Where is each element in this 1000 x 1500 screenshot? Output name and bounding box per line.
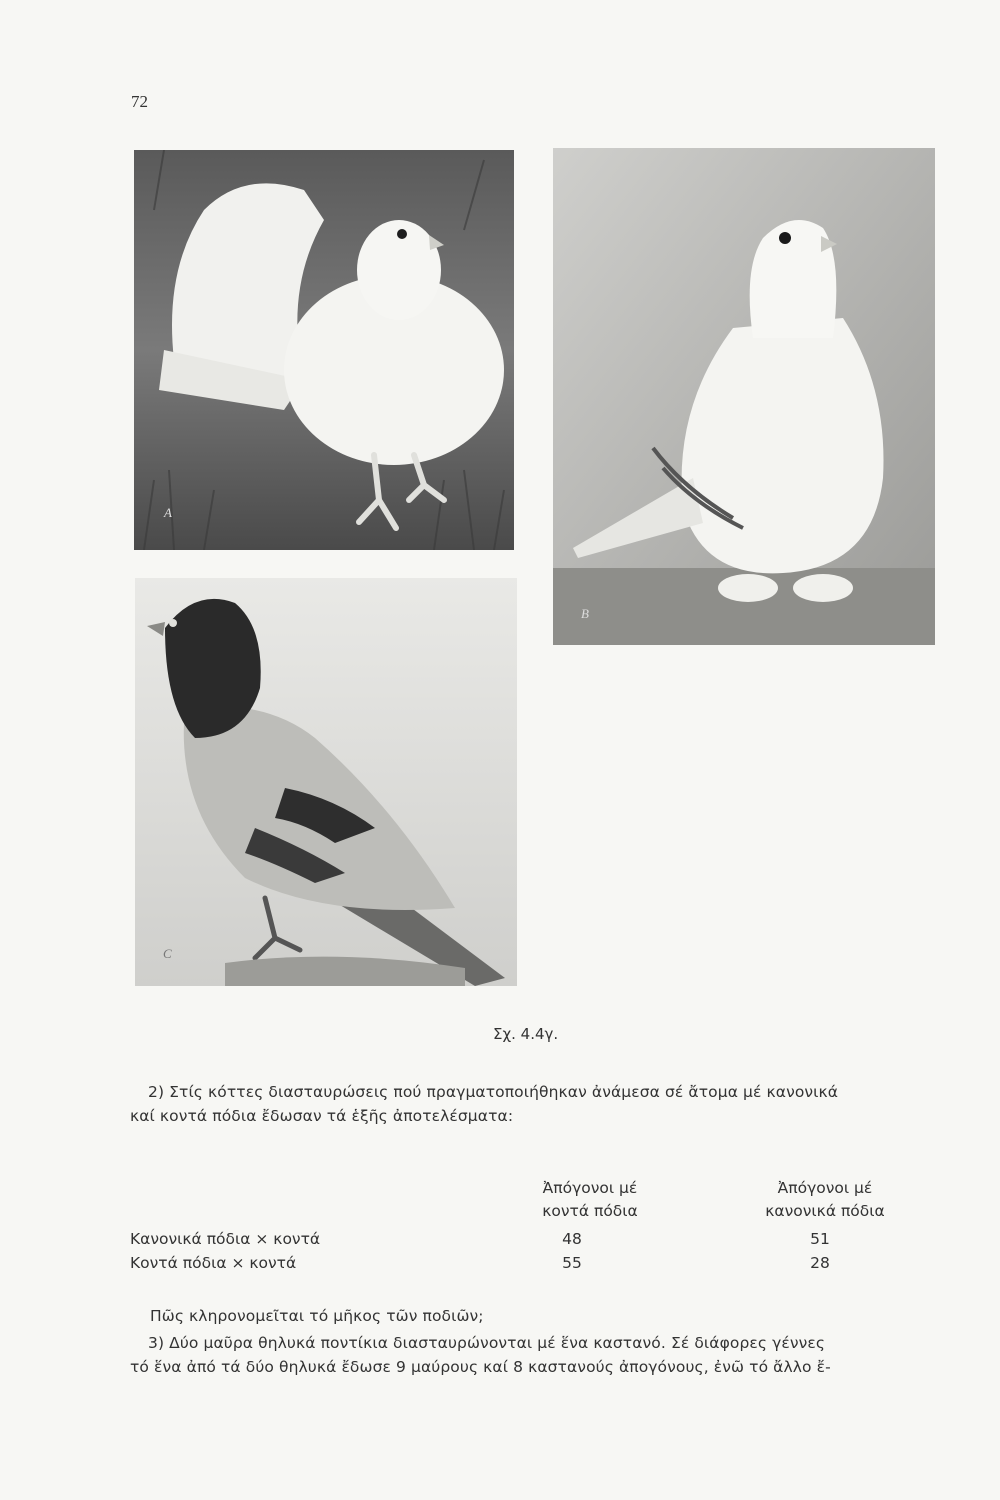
page-number: 72 — [131, 92, 148, 111]
paragraph-2-line-2: καί κοντά πόδια ἔδωσαν τά ἑξῆς ἀποτελέσματα: — [130, 1107, 514, 1125]
figure-label-c: C — [163, 946, 172, 961]
column-header-short-line-2: κοντά πόδια — [542, 1202, 638, 1220]
question-text: Πῶς κληρονομεῖται τό μῆκος τῶν ποδιῶν; — [150, 1307, 484, 1325]
column-header-short-legs — [510, 1177, 670, 1223]
paragraph-3-line-2: τό ἕνα ἀπό τά δύο θηλυκά ἔδωσε 9 μαύρους καί 8 καστανούς ἀπογόνους, ἐνῶ τό ἄλλο ἔ- — [130, 1358, 831, 1376]
table-cell: 51 — [810, 1230, 830, 1248]
table-row-label: Κανονικά πόδια × κοντά — [130, 1230, 321, 1248]
table-row-label: Κοντά πόδια × κοντά — [130, 1254, 297, 1272]
paragraph-3-line-1: 3) Δύο μαῦρα θηλυκά ποντίκια διασταυρώνονται μέ ἕνα καστανό. Σέ διάφορες γέννες — [148, 1334, 826, 1352]
column-header-normal-legs — [740, 1177, 910, 1223]
table-cell: 48 — [562, 1230, 582, 1248]
column-header-normal-line-2: κανονικά πόδια — [765, 1202, 885, 1220]
column-header-normal-line-1: Ἀπόγονοι μέ — [777, 1179, 873, 1197]
table-cell: 28 — [810, 1254, 830, 1272]
figure-label-a: A — [164, 505, 172, 520]
figure-caption: Σχ. 4.4γ. — [493, 1025, 559, 1043]
figure-label-b: B — [581, 606, 589, 621]
photo-fantail-pigeon — [134, 150, 514, 550]
table-cell: 55 — [562, 1254, 582, 1272]
paragraph-2-line-1: 2) Στίς κόττες διασταυρώσεις πού πραγματοποιήθηκαν ἀνάμεσα σέ ἄτομα μέ κανονικά — [148, 1083, 839, 1101]
paragraph-2 — [130, 1080, 935, 1128]
photo-upright-pigeon — [553, 148, 935, 645]
photo-dark-headed-pigeon — [135, 578, 517, 986]
column-header-short-line-1: Ἀπόγονοι μέ — [542, 1179, 638, 1197]
paragraph-3 — [130, 1331, 935, 1379]
